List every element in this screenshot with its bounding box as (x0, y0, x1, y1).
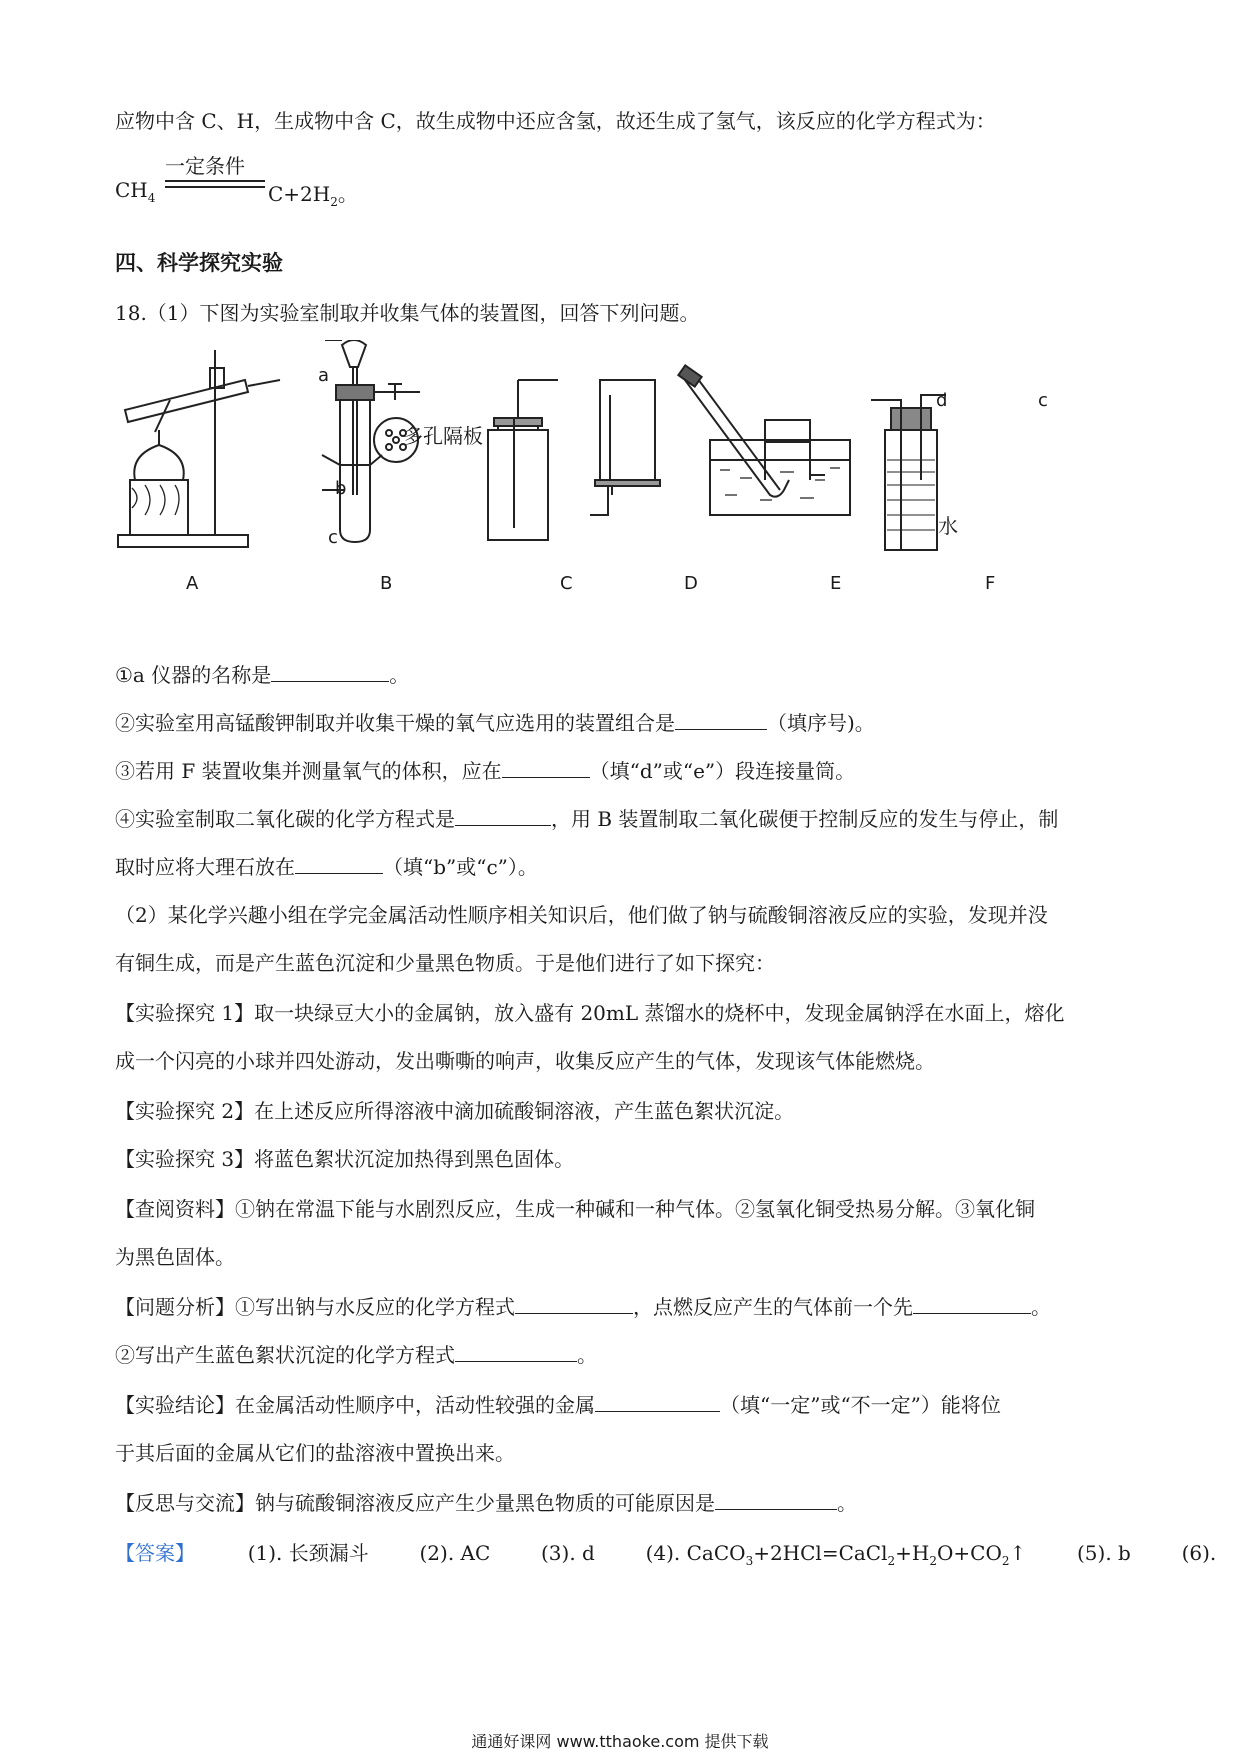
f-part-c: c (1038, 390, 1048, 411)
blank-6[interactable] (515, 1295, 633, 1314)
figure-label-d: D (684, 573, 698, 594)
part2-line1: （2）某化学兴趣小组在学完金属活动性顺序相关知识后，他们做了钠与硫酸铜溶液反应的实验，发现并没 (115, 903, 1048, 927)
apparatus-figure (110, 340, 1070, 600)
answer-2: (2). AC (419, 1541, 491, 1565)
exp2: 【实验探究 2】在上述反应所得溶液中滴加硫酸铜溶液，产生蓝色絮状沉淀。 (115, 1099, 795, 1123)
apparatus-c (488, 380, 558, 540)
blank-5[interactable] (295, 855, 383, 874)
para-intro: 应物中含 C、H，生成物中含 C，故生成物中还应含氢，故还生成了氢气，该反应的化学方程式为： (115, 109, 996, 133)
equation-lhs: $CH_4$ (115, 178, 156, 205)
answer-tag: 【答案】 (115, 1541, 195, 1565)
b-part-plate: 多孔隔板 (403, 424, 483, 448)
reaction-condition: 一定条件 (165, 154, 245, 178)
f-part-d: d (936, 390, 948, 411)
blank-2[interactable] (675, 711, 767, 730)
equation-bar-bottom (165, 186, 265, 188)
answer-5: (5). b (1076, 1541, 1131, 1565)
answer-3: (3). d (541, 1541, 595, 1565)
answer-line (115, 1540, 1216, 1574)
b-part-a: a (318, 365, 330, 386)
blank-1[interactable] (271, 663, 389, 682)
figure-label-c: C (560, 573, 573, 594)
exp1-line1: 【实验探究 1】取一块绿豆大小的金属钠，放入盛有 20mL 蒸馏水的烧杯中，发现金属钠浮在水面上，熔化 (115, 1001, 1065, 1025)
figure-label-e: E (830, 573, 842, 594)
answer-6: (6). (1181, 1541, 1217, 1565)
apparatus-d (590, 380, 660, 515)
figure-label-f: F (985, 573, 996, 594)
conclusion: 【实验结论】在金属活动性顺序中，活动性较强的金属 （填“一定”或“不一定”）能将位 (115, 1393, 1001, 1417)
part2-line2: 有铜生成，而是产生蓝色沉淀和少量黑色物质。于是他们进行了如下探究： (115, 951, 775, 975)
b-part-c: c (328, 527, 338, 548)
equation-bar-top (165, 180, 265, 182)
answer-1: (1). 长颈漏斗 (247, 1541, 369, 1565)
reference-line2: 为黑色固体。 (115, 1245, 235, 1269)
blank-4[interactable] (455, 807, 551, 826)
b-part-b: b (335, 478, 347, 499)
exp3: 【实验探究 3】将蓝色絮状沉淀加热得到黑色固体。 (115, 1147, 575, 1171)
equation-rhs: $C+2H_2$。 (268, 182, 358, 209)
figure-label-a: A (186, 573, 199, 594)
apparatus-f (871, 395, 946, 550)
blank-10[interactable] (715, 1491, 837, 1510)
answer-4: (4). $CaCO_3+2HCl=CaCl_2+H_2O+CO_2↑$ (645, 1541, 1027, 1568)
e-water-label: 水 (938, 514, 958, 538)
question-2: ②实验室用高锰酸钾制取并收集干燥的氧气应选用的装置组合是 （填序号)。 (115, 711, 875, 735)
apparatus-a (118, 350, 280, 547)
question-4: ④实验室制取二氧化碳的化学方程式是 ，用 B 装置制取二氧化碳便于控制反应的发生与停止，制 (115, 807, 1059, 831)
question-3: ③若用 F 装置收集并测量氧气的体积，应在 （填“d”或“e”）段连接量筒。 (115, 759, 856, 783)
section-title: 四、科学探究实验 (115, 251, 283, 275)
blank-9[interactable] (595, 1393, 720, 1412)
reference-line1: 【查阅资料】①钠在常温下能与水剧烈反应，生成一种碱和一种气体。②氢氧化铜受热易分解。③氧化铜 (115, 1197, 1035, 1221)
reflection: 【反思与交流】钠与硫酸铜溶液反应产生少量黑色物质的可能原因是 。 (115, 1491, 857, 1515)
page-footer: 通通好课网 www.tthaoke.com 提供下载 (471, 1732, 769, 1751)
blank-8[interactable] (455, 1343, 577, 1362)
blank-3[interactable] (502, 759, 590, 778)
question-18-intro: 18.（1）下图为实验室制取并收集气体的装置图，回答下列问题。 (115, 301, 700, 325)
question-1: ①a 仪器的名称是 。 (115, 663, 410, 687)
analysis-1: 【问题分析】①写出钠与水反应的化学方程式 ，点燃反应产生的气体前一个先 。 (115, 1295, 1051, 1319)
exp1-line2: 成一个闪亮的小球并四处游动，发出嘶嘶的响声，收集反应产生的气体，发现该气体能燃烧。 (115, 1049, 935, 1073)
methane-decomposition-equation (115, 150, 415, 210)
analysis-2: ②写出产生蓝色絮状沉淀的化学方程式 。 (115, 1343, 597, 1367)
figure-label-b: B (380, 573, 393, 594)
blank-7[interactable] (913, 1295, 1031, 1314)
question-4-cont: 取时应将大理石放在 （填“b”或“c”）。 (115, 855, 538, 879)
apparatus-e (678, 365, 850, 515)
conclusion-cont: 于其后面的金属从它们的盐溶液中置换出来。 (115, 1441, 515, 1465)
